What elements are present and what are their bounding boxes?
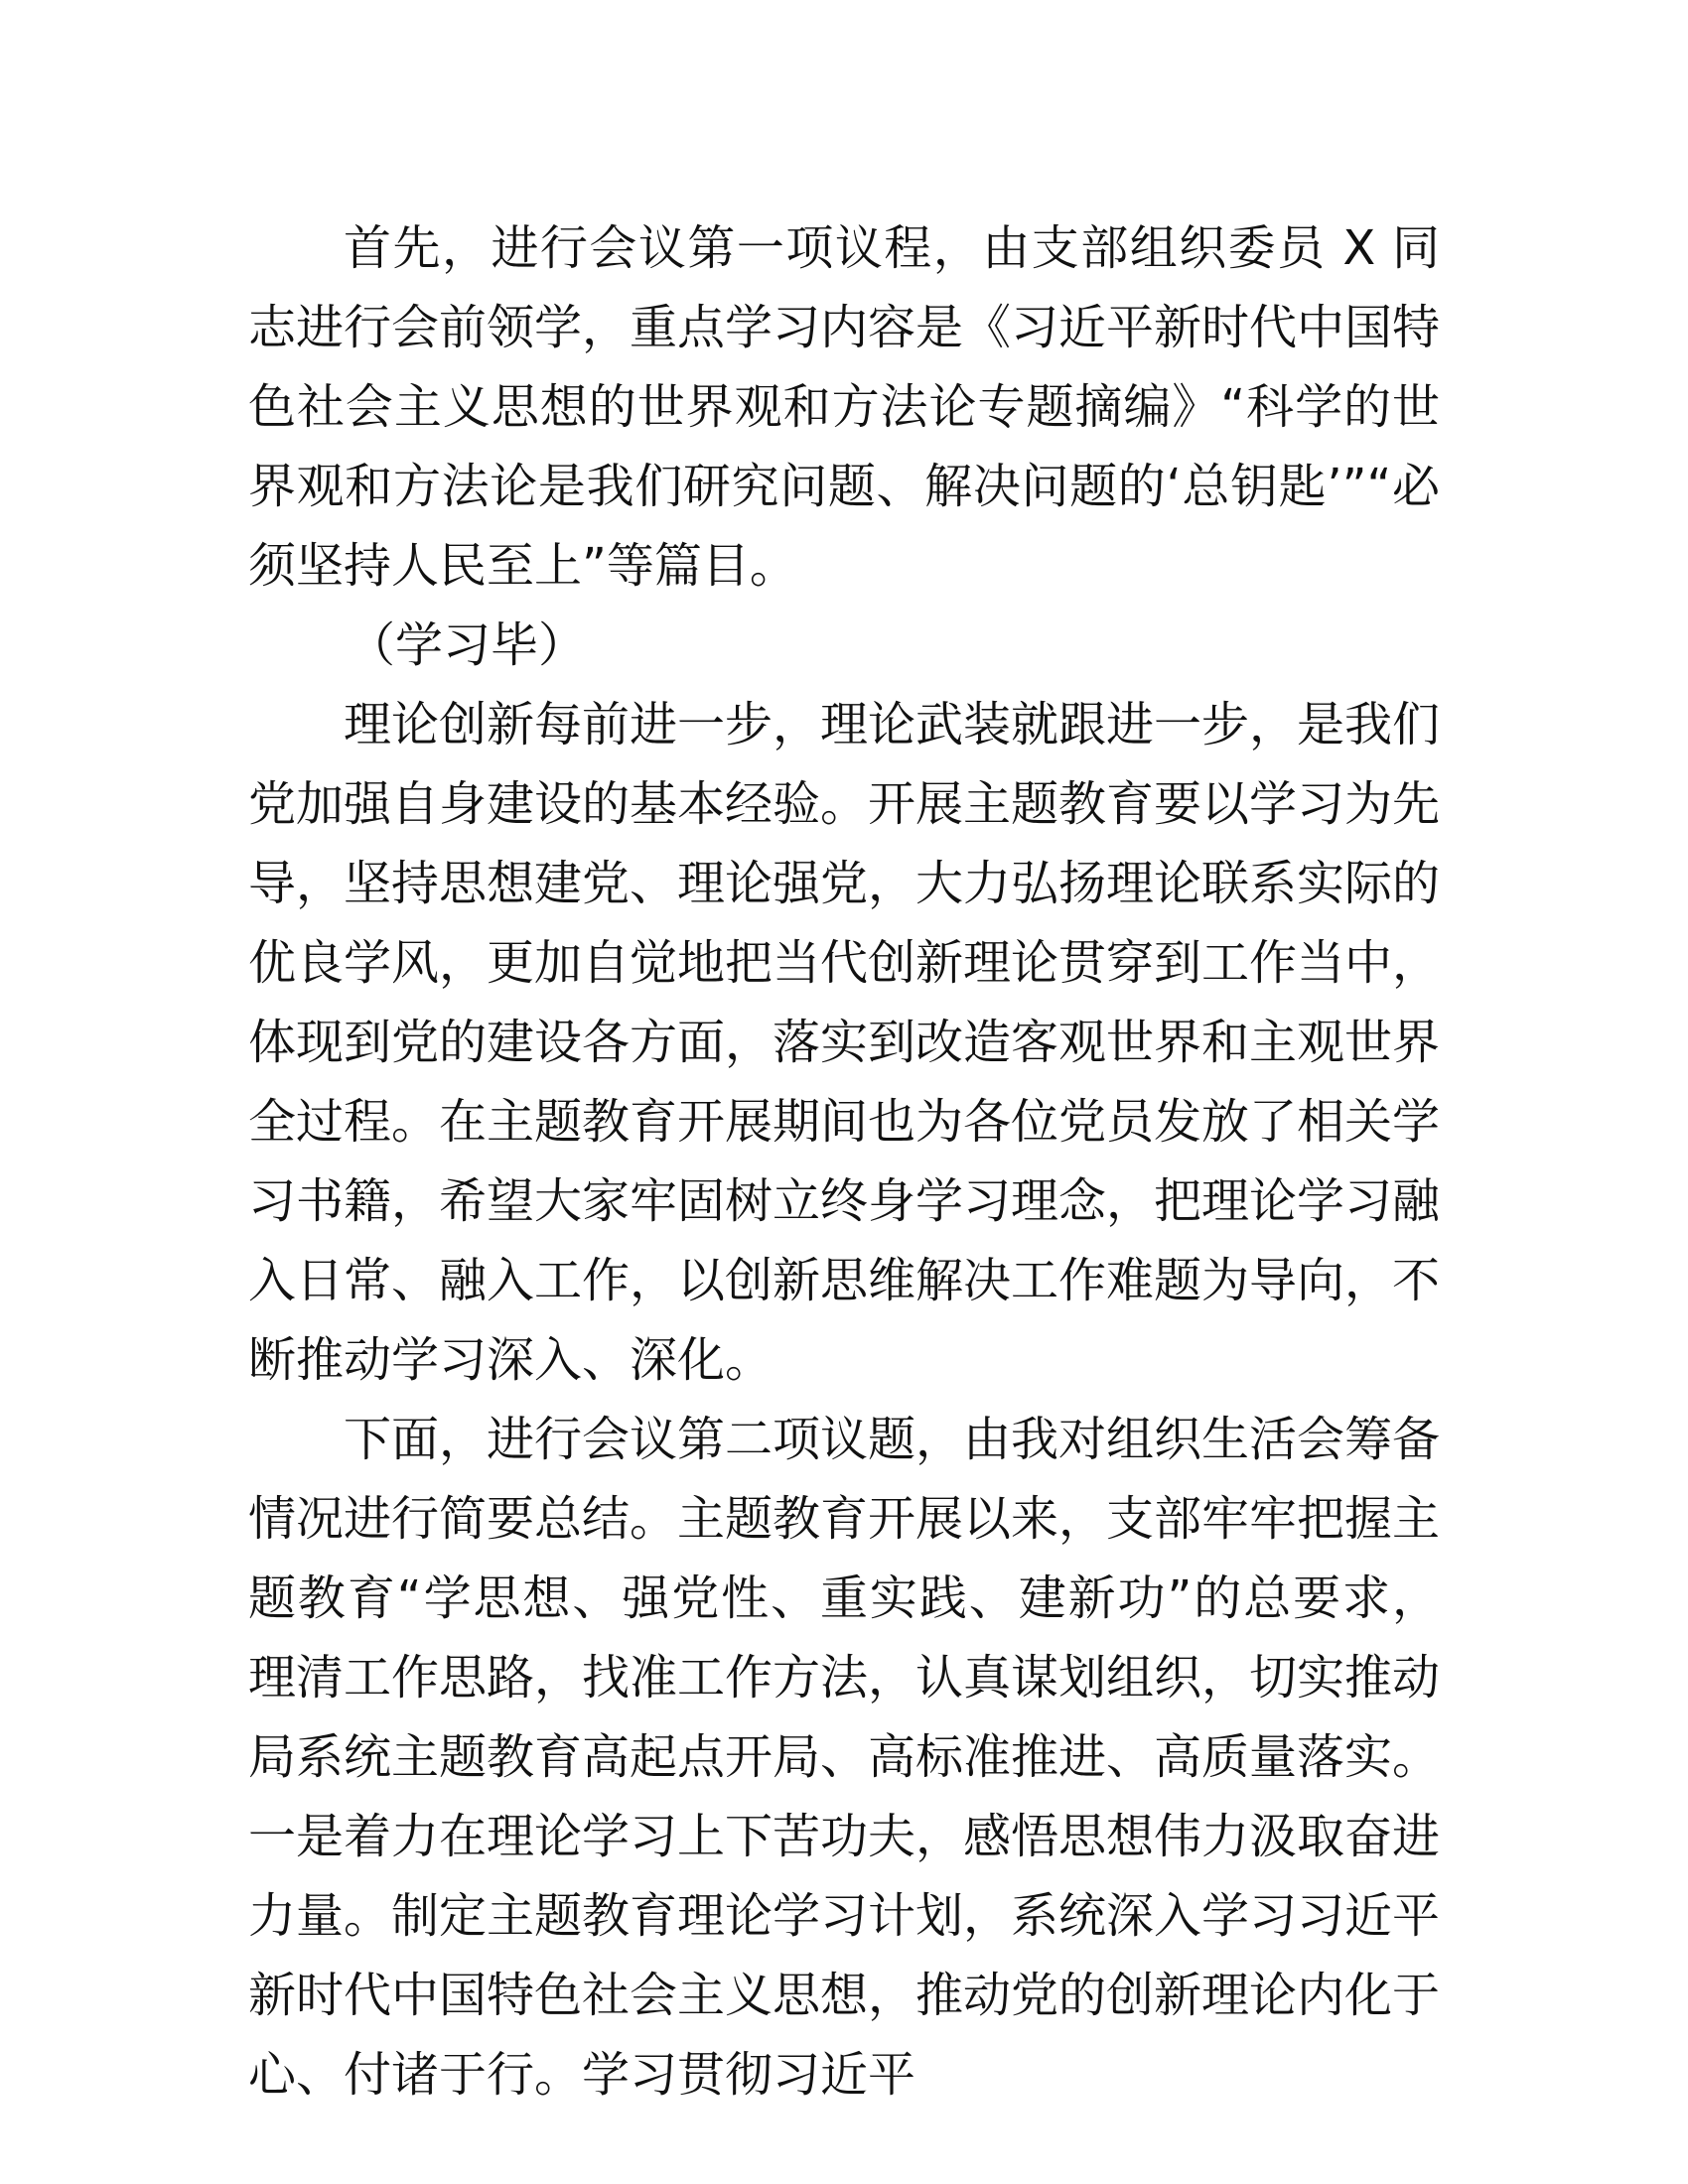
paragraph-agenda-two: 下面，进行会议第二项议题，由我对组织生活会筹备情况进行简要总结。主题教育开展以来，支部牢牢把握主题教育“学思想、强党性、重实践、建新功”的总要求，理清工作思路，找准工作方法，认真谋划组织，切实推动局系统主题教育高起点开局、高标准推进、高质量落实。一是着力在理论学习上下苦功夫，感悟思想伟力汲取奋进力量。制定主题教育理论学习计划，系统深入学习习近平新时代中国特色社会主义思想，推动党的创新理论内化于心、付诸于行。学习贯彻习近平 bbox=[248, 1412, 1441, 2103]
document-page bbox=[248, 208, 1440, 2115]
paragraph-study-end-note: （学习毕） bbox=[348, 617, 587, 673]
paragraph-theory-innovation: 理论创新每前进一步，理论武装就跟进一步，是我们党加强自身建设的基本经验。开展主题教育要以学习为先导，坚持思想建党、理论强党，大力弘扬理论联系实际的优良学风，更加自觉地把当代创新理论贯穿到工作当中，体现到党的建设各方面，落实到改造客观世界和主观世界全过程。在主题教育开展期间也为各位党员发放了相关学习书籍，希望大家牢固树立终身学习理念，把理论学习融入日常、融入工作，以创新思维解决工作难题为导向，不断推动学习深入、深化。 bbox=[248, 697, 1441, 1388]
paragraph-agenda-one: 首先，进行会议第一项议程，由支部组织委员 X 同志进行会前领学，重点学习内容是《习近平新时代中国特色社会主义思想的世界观和方法论专题摘编》“科学的世界观和方法论是我们研究问题、解决问题的‘总钥匙’”“必须坚持人民至上”等篇目。 bbox=[248, 220, 1441, 594]
